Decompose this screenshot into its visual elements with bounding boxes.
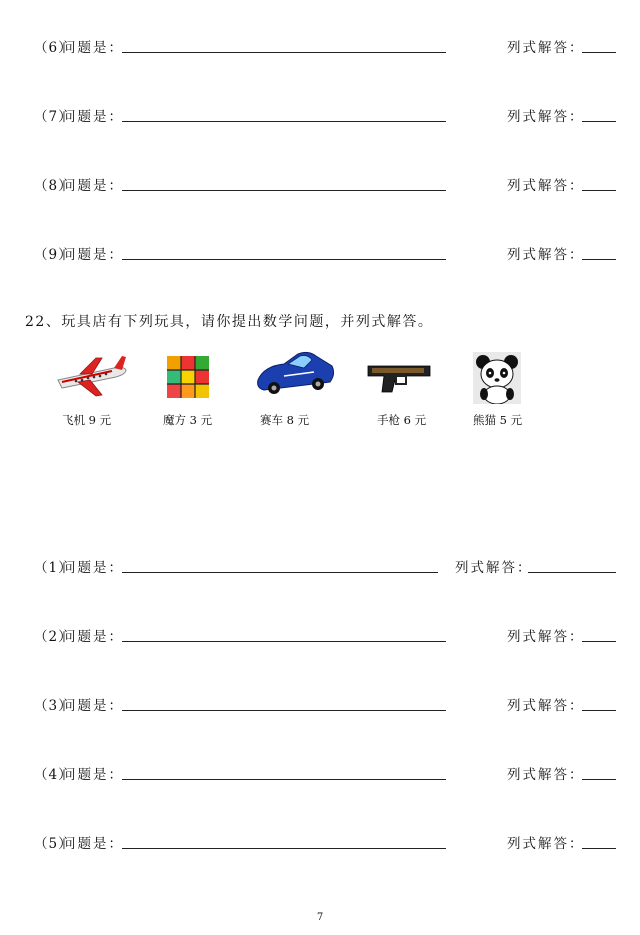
answer-label: 列式解答： <box>507 40 585 56</box>
question-number: （8） <box>34 178 73 194</box>
answer-label: 列式解答： <box>507 836 585 852</box>
question-answer-line[interactable] <box>122 641 446 642</box>
toy-race-car <box>254 346 338 398</box>
question-label: 问题是： <box>62 178 124 194</box>
question-answer-line[interactable] <box>122 572 438 573</box>
question-number: （7） <box>34 109 73 125</box>
answer-label: 列式解答： <box>507 767 585 783</box>
toy-caption-panda: 熊猫 5 元 <box>473 413 523 427</box>
answer-line[interactable] <box>582 779 616 780</box>
question-answer-line[interactable] <box>122 121 446 122</box>
answer-line[interactable] <box>582 190 616 191</box>
question-label: 问题是： <box>62 560 124 576</box>
answer-line[interactable] <box>582 121 616 122</box>
question-answer-line[interactable] <box>122 52 446 53</box>
question-number: （6） <box>34 40 73 56</box>
question-number: （2） <box>34 629 73 645</box>
race-car-icon <box>254 346 338 398</box>
question-answer-line[interactable] <box>122 259 446 260</box>
answer-label: 列式解答： <box>507 109 585 125</box>
question-row-7 <box>0 105 640 127</box>
question-label: 问题是： <box>62 247 124 263</box>
answer-label: 列式解答： <box>507 247 585 263</box>
question-row-4 <box>0 763 640 785</box>
question-row-8 <box>0 174 640 196</box>
answer-line[interactable] <box>582 259 616 260</box>
toy-gun <box>366 362 432 394</box>
question-label: 问题是： <box>62 698 124 714</box>
question-row-3 <box>0 694 640 716</box>
question-number: （3） <box>34 698 73 714</box>
answer-line[interactable] <box>582 710 616 711</box>
toy-airplane <box>52 352 132 400</box>
question-answer-line[interactable] <box>122 710 446 711</box>
question-number: （4） <box>34 767 73 783</box>
answer-label: 列式解答： <box>507 629 585 645</box>
answer-line[interactable] <box>582 641 616 642</box>
toy-caption-airplane: 飞机 9 元 <box>62 413 112 427</box>
question-row-9 <box>0 243 640 265</box>
toy-caption-race-car: 赛车 8 元 <box>260 413 310 427</box>
question-label: 问题是： <box>62 629 124 645</box>
question-label: 问题是： <box>62 836 124 852</box>
section-title: 22、玩具店有下列玩具，请你提出数学问题，并列式解答。 <box>25 314 434 330</box>
answer-label: 列式解答： <box>507 178 585 194</box>
answer-line[interactable] <box>528 572 616 573</box>
question-number: （9） <box>34 247 73 263</box>
question-answer-line[interactable] <box>122 779 446 780</box>
toy-gun-icon <box>366 362 432 394</box>
answer-line[interactable] <box>582 848 616 849</box>
rubiks-cube-icon <box>166 355 210 399</box>
toy-rubiks-cube <box>166 355 210 399</box>
toy-caption-rubiks-cube: 魔方 3 元 <box>163 413 213 427</box>
question-answer-line[interactable] <box>122 848 446 849</box>
panda-icon <box>473 352 521 404</box>
question-row-1 <box>0 556 640 578</box>
question-number: （1） <box>34 560 73 576</box>
question-label: 问题是： <box>62 40 124 56</box>
answer-label: 列式解答： <box>507 698 585 714</box>
page-number: 7 <box>316 912 324 923</box>
question-label: 问题是： <box>62 109 124 125</box>
question-row-6 <box>0 36 640 58</box>
question-answer-line[interactable] <box>122 190 446 191</box>
toy-panda <box>473 352 521 404</box>
question-row-5 <box>0 832 640 854</box>
question-label: 问题是： <box>62 767 124 783</box>
airplane-icon <box>52 352 132 400</box>
toy-caption-gun: 手枪 6 元 <box>377 413 427 427</box>
question-row-2 <box>0 625 640 647</box>
answer-label: 列式解答： <box>455 560 533 576</box>
question-number: （5） <box>34 836 73 852</box>
answer-line[interactable] <box>582 52 616 53</box>
